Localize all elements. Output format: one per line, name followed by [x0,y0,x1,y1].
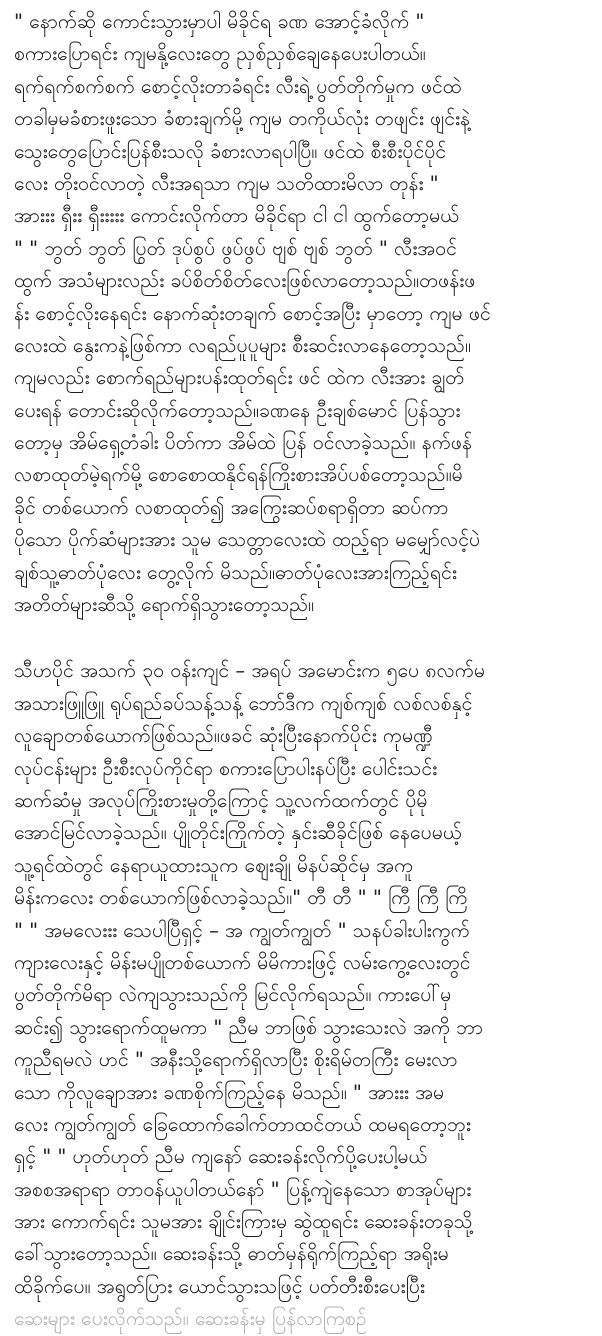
text-line: မိန်းကလေး တစ်ယောက်ဖြစ်လာခဲ့သည်။" တီ တီ " " ကြီ ကြီ ကြိ [14,886,468,910]
text-line: " " အမလေးးး သေပါပြီရှင့် – အ ကျွတ်ကျွတ် " သနပ်ခါးပါးကွက် [14,918,470,942]
text-line: အစစအရာရာ တာဝန်ယူပါတယ်နော် " ပြန့်ကျဲနေသော စာအုပ်များ [14,1177,472,1201]
text-line: လူချောတစ်ယောက်ဖြစ်သည်။ဖခင် ဆုံးပြီးနောက်ပိုင်း ကုမဏ္ဍီ [14,724,433,748]
text-line: ကူညီရမလဲ ဟင် " အနီးသို့ရောက်ရှိလာပြီး စိုးရိမ်တကြီး မေးလာ [14,1048,458,1072]
text-line: တခါမှမခံစားဖူးသော ခံစားချက်မို့ ကျမ တကိုယ်လုံး တဖျင်း ဖျင်းနဲ့ [14,107,471,131]
text-line: " " ဘွတ် ဘွတ် ပြွတ် ဒုပ်စွပ် ဖွပ်ဖွပ် ဗျစ် ဗျစ် ဘွတ် " လီးအဝင် [14,236,457,260]
text-line: ရှင့် " " ဟုတ်ဟုတ် ညီမ ကျနော် ဆေးခန်းလိုက်ပို့ပေးပါ့မယ် [14,1145,428,1169]
text-line: စကားပြောရင်း ကျမနို့လေးတွေ ညှစ်ညှစ်ချေနေပေးပါတယ်။ [14,42,426,66]
text-line: န်း စောင့်လိုးနေရင်း နောက်ဆုံးတချက် စောင့်အပြီး မှာတော့ ကျမ ဖင် [14,301,491,325]
text-line: " နောက်ဆို ကောင်းသွားမှာပါ မိခိုင်ရ ခဏ အောင့်ခံလိုက် " [14,10,425,33]
text-line: လေး ကျွတ်ကျွတ် ခြေထောက်ခေါက်တာထင်တယ် ထမရတော့ဘူး [14,1112,471,1136]
text-line: ဆင်း၍ သွားရောက်ထူမကာ " ညီမ ဘာဖြစ် သွားသေးလဲ အကို ဘာ [14,1015,484,1039]
paragraph-2 [14,655,588,1335]
paragraph-1 [14,6,588,621]
text-line: ပေးရန် တောင်းဆိုလိုက်တော့သည်။ခဏနေ ဦးချစ်မောင် ပြန်သွား [14,398,461,422]
text-line: ရက်ရက်စက်စက် စောင့်လိုးတာခံရင်း လီးရဲ့ ပွတ်တိုက်မှုက ဖင်ထဲ [14,74,462,98]
paragraph-spacer [14,621,588,655]
text-line: ထိခိုက်ပေ။ အရွတ်ပြား ယောင်သွားသဖြင့် ပတ်တီးစီးပေးပြီး [14,1274,425,1298]
text-line: အောင်မြင်လာခဲ့သည်။ ပျိုတိုင်းကြိုက်တဲ့ နှင်းဆီခိုင်ဖြစ် နေပေမယ့် [14,821,462,845]
text-line: ခေါ်သွားတော့သည်။ ဆေးခန်းသို့ ဓာတ်မှန်ရိုက်ကြည့်ရာ အရိုးမ [14,1242,449,1266]
text-line: သွေးတွေပြောင်းပြန်စီးသလို ခံစားလာရပါပြီ။ ဖင်ထဲ စီးစီးပိုင်ပိုင် [14,139,447,163]
text-line: အတိတ်များဆီသို့ ရောက်ရှိသွားတော့သည်။ [14,593,315,617]
text-line: အားးး ရှီးး ရှီးးးးး ကောင်းလိုက်တာ မိခိုင်ရာ ငါ ငါ ထွက်တော့မယ် [14,204,460,228]
text-line: အသားဖြူဖြူ ရုပ်ရည်ခပ်သန့်သန့် ဘော်ဒီက ကျစ်ကျစ် လစ်လစ်နှင့် [14,691,473,715]
text-line: ဆေးများ ပေးလိုက်သည်။ ဆေးခန်းမှ ပြန်လာကြစဉ် [14,1307,367,1331]
text-line: ချစ်သူ့ဓာတ်ပုံလေး တွေ့လိုက် မိသည်။ဓာတ်ပုံလေးအားကြည့်ရင်း [14,560,457,584]
text-line: ပိုသော ပိုက်ဆံများအား သူမ သေတ္တာလေးထဲ ထည့်ရာ မမျှော်လင့်ပဲ [14,528,481,552]
text-line: ခိုင် တစ်ယောက် လစာထုတ်၍ အကြွေးဆပ်စရာရှိတာ ဆပ်ကာ [14,495,449,519]
text-line: တော့မှ အိမ်ရှေ့တံခါး ပိတ်ကာ အိမ်ထဲ ပြန် ဝင်လာခဲ့သည်။ နက်ဖန် [14,431,473,455]
text-line: ကျမလည်း စောက်ရည်များပန်းထုတ်ရင်း ဖင် ထဲက လီးအား ချွတ် [14,366,465,390]
text-line: ကျားလေးနှင့် မိန်းမပျိုတစ်ယောက် မိမိကားဖြင့် လမ်းကွေ့လေးတွင် [14,950,471,974]
text-line: သီဟပိုင် အသက် ၃၀ ဝန်းကျင် – အရပ် အမောင်းက ၅ပေ ၈လက်မ [14,659,485,683]
text-line: ထွက် အသံများလည်း ခပ်စိတ်စိတ်လေးဖြစ်လာတော့သည်။တဖန်းဖ [14,269,476,293]
text-line: ပွတ်တိုက်မိရာ လဲကျသွားသည်ကို မြင်လိုက်ရသည်။ ကားပေါ်မှ [14,983,452,1007]
text-line: အား ကောက်ရင်း သူမအား ချိုင်းကြားမှ ဆွဲထူရင်း ဆေးခန်းတခုသို့ [14,1210,473,1234]
text-line: လုပ်ငန်းများ ဦးစီးလုပ်ကိုင်ရာ စကားပြောပါးနပ်ပြီး ပေါင်းသင်း [14,756,438,780]
text-line: သော ကိုလူချောအား ခဏစိုက်ကြည့်နေ မိသည်။ " အားးး အမ [14,1080,445,1104]
text-line: သူ့ရင်ထဲတွင် နေရာယူထားသူက ဈေးချို မိနပ်ဆိုင်မှ အကူ [14,853,414,877]
text-line: ဆက်ဆံမှု အလုပ်ကြိုးစားမှုတို့ကြောင့် သူ့လက်ထက်တွင် ပိုမို [14,788,428,812]
text-line: လစာထုတ်မဲ့ရက်မို့ စောစောထနိုင်ရန်ကြိုးစားအိပ်ပစ်တော့သည်။မိ [14,463,463,487]
text-line: လေးထဲ နွေးကနဲ့ဖြစ်ကာ လရည်ပူပူများ စီးဆင်းလာနေတော့သည်။ [14,333,471,357]
text-line: လေး တိုးဝင်လာတဲ့ လီးအရသာ ကျမ သတိထားမိလာ တုန်း " [14,171,439,195]
